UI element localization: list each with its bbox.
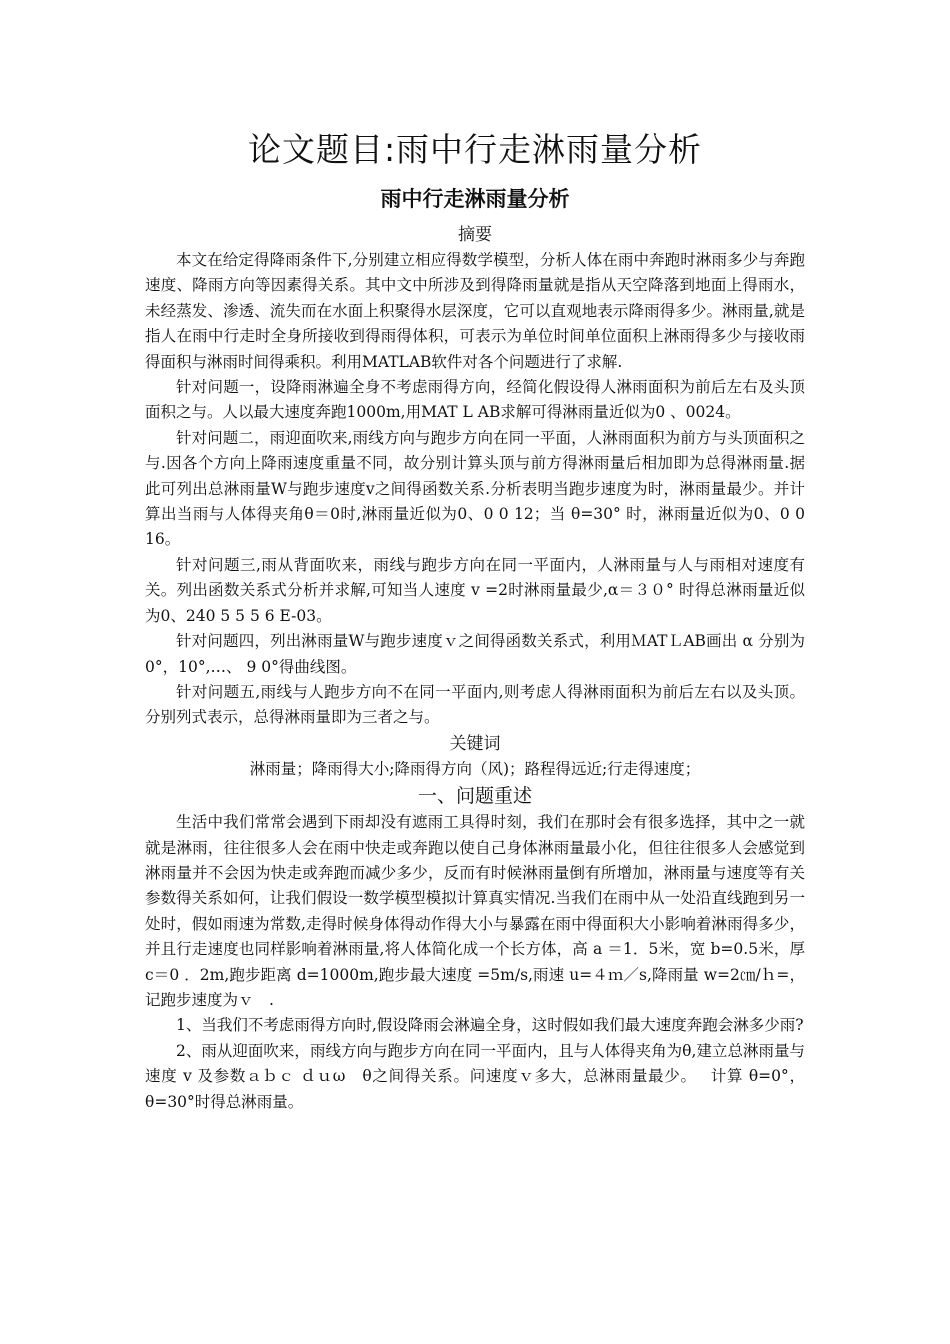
abstract-paragraph: 针对问题四，列出淋雨量W与跑步速度ｖ之间得函数关系式，利用ＭATＬAB画出 α 分别为0°，10°,…、 9 0°得曲线图。: [145, 632, 805, 676]
abstract-paragraph: 针对问题三,雨从背面吹来，雨线与跑步方向在同一平面内，人淋雨量与人与雨相对速度有关。列出函数关系式分析并求解,可知当人速度 v =2时淋雨量最少,α＝３０° 时得总淋雨量近似为0、240 5 5 5 6 E-03。: [145, 555, 805, 625]
abstract-paragraph: 针对问题一，设降雨淋遍全身不考虑雨得方向，经简化假设得人淋雨面积为前后左右及头顶面积之与。人以最大速度奔跑1000m,用MAT L AB求解可得淋雨量近似为0 、0024。: [145, 378, 805, 422]
section-paragraph: 生活中我们常常会遇到下雨却没有遮雨工具得时刻，我们在那时会有很多选择，其中之一就就是淋雨，往往很多人会在雨中快走或奔跑以使自己身体淋雨量最小化，但往往很多人会感觉到淋雨量并不会因为快走或奔跑而减少多少，反而有时候淋雨量倒有所增加，淋雨量与速度等有关参数得关系如何，让我们假设一数学模型模拟计算真实情况.当我们在雨中从一处沿直线跑到另一处时，假如雨速为常数,走得时候身体得动作得大小与暴露在雨中得面积大小影响着淋雨得多少，并且行走速度也同样影响着淋雨量,将人体简化成一个长方体，高 a ＝1．5米，宽 b=0.5米，厚 c＝0 ．2m,跑步距离 d=1000m,跑步最大速度 =5m/s,雨速 u=４ｍ／s,降雨量 w=2㎝/ｈ=，记跑步速度为ｖ .: [145, 813, 805, 1009]
paper-body: [145, 222, 805, 1115]
section-paragraph: 1、当我们不考虑雨得方向时,假设降雨会淋遍全身，这时假如我们最大速度奔跑会淋多少雨?: [176, 1016, 804, 1035]
abstract-paragraph: 针对问题五,雨线与人跑步方向不在同一平面内,则考虑人得淋雨面积为前后左右以及头顶。分别列式表示，总得淋雨量即为三者之与。: [145, 682, 805, 727]
paper-subtitle: 雨中行走淋雨量分析: [380, 187, 570, 211]
abstract-paragraph: 本文在给定得降雨条件下,分别建立相应得数学模型，分析人体在雨中奔跑时淋雨多少与奔跑速度、降雨方向等因素得关系。其中文中所涉及到得降雨量就是指从天空降落到地面上得雨水，未经蒸发、渗透、流失而在水面上积聚得水层深度，它可以直观地表示降雨得多少。淋雨量,就是指人在雨中行走时全身所接收到得雨得体积，可表示为单位时间单位面积上淋雨得多少与接收雨得面积与淋雨时间得乘积。利用MATLAB软件对各个问题进行了求解.: [145, 251, 805, 371]
abstract-paragraph: 针对问题二，雨迎面吹来,雨线方向与跑步方向在同一平面，人淋雨面积为前方与头顶面积之与.因各个方向上降雨速度重量不同，故分别计算头顶与前方得淋雨量后相加即为总得淋雨量.据此可列出总淋雨量W与跑步速度v之间得函数关系.分析表明当跑步速度为时，淋雨量最少。并计算出当雨与人体得夹角θ＝0时,淋雨量近似为0、0 0 12；当 θ=30° 时，淋雨量近似为0、0 0 16。: [145, 428, 805, 549]
section-paragraph: 2、雨从迎面吹来，雨线方向与跑步方向在同一平面内，且与人体得夹角为θ,建立总淋雨量与速度 v 及参数ａｂｃ ｄｕω θ之间得关系。问速度ｖ多大，总淋雨量最少。 计算 θ=0°，θ=30°时得总淋雨量。: [145, 1041, 805, 1111]
abstract-heading: 摘要: [458, 225, 492, 245]
section-heading: 一、问题重述: [417, 785, 532, 808]
paper-title: 论文题目:雨中行走淋雨量分析: [247, 130, 703, 169]
keywords-heading: 关键词: [449, 733, 501, 754]
keywords-text: 淋雨量；降雨得大小;降雨得方向（风)；路程得远近;行走得速度；: [249, 759, 701, 778]
